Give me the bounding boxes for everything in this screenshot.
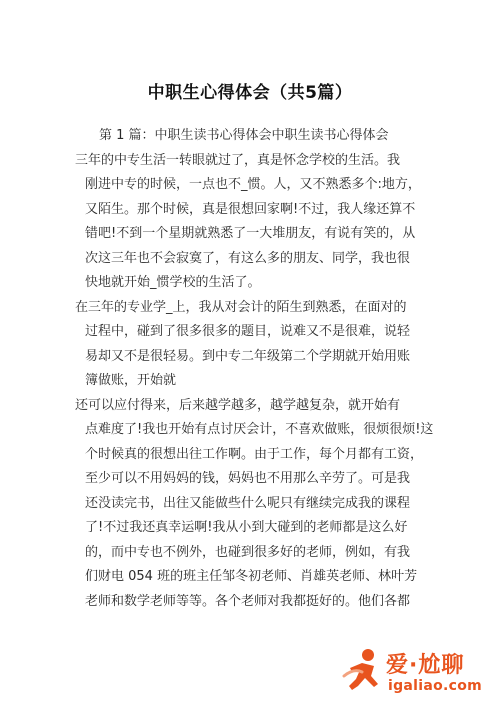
document-title: 中职生心得体会（共5篇） [147,83,353,103]
body-line: 易却又不是很轻易。到中专二年级第二个学期就开始用账 [85,348,411,364]
body-line: 刚进中专的时候，一点也不_惯。人，又不熟悉多个:地方， [85,177,421,192]
body-line: 至少可以不用妈妈的钱，妈妈也不用那么辛劳了。可是我 [85,471,411,486]
body-line: 还没读完书，出往又能做些什么呢只有继续完成我的课程 [85,495,411,511]
body-line: 快地就开始_惯学校的生活了。 [85,275,261,290]
body-line: 的，而中专也不例外，也碰到很多好的老师，例如，有我 [85,544,411,560]
body-line: 点难度了!我也开始有点讨厌会计，不喜欢做账，很烦很烦!这 [85,422,434,437]
body-line: 过程中，碰到了很多很多的题目，说难又不是很难，说轻 [85,324,411,339]
body-line: 老师和数学老师等等。各个老师对我都挺好的。他们各都 [85,593,411,609]
document-body [75,124,455,614]
body-line: 第 1 篇：中职生读书心得体会中职生读书心得体会 [99,128,389,143]
body-line: 们财电 054 班的班主任邹冬初老师、肖雄英老师、林叶芳 [85,569,418,584]
body-line: 次这三年也不会寂寞了，有这么多的朋友、同学，我也很 [85,250,411,266]
site-watermark [338,644,498,704]
body-line: 簿做账，开始就 [85,373,177,388]
watermark-brand-text: 爱·尬聊 [386,653,465,678]
body-line: 在三年的专业学_上，我从对会计的陌生到熟悉，在面对的 [75,299,407,315]
body-line: 了!不过我还真幸运啊!我从小到大碰到的老师都是这么好 [85,520,408,535]
running-figure-logo-icon [338,646,386,696]
watermark-url-text: igaliao.com [388,678,483,694]
body-line: 三年的中专生活一转眼就过了，真是怀念学校的生活。我 [75,152,401,168]
body-line: 个时候真的很想出往工作啊。由于工作，每个月都有工资， [85,446,424,462]
body-line: 又陌生。那个时候，真是很想回家啊!不过，我人缘还算不 [85,201,416,217]
body-line: 错吧!不到一个星期就熟悉了一大堆朋友，有说有笑的，从 [85,226,416,241]
body-line: 还可以应付得来，后来越学越多，越学越复杂，就开始有 [75,397,401,413]
